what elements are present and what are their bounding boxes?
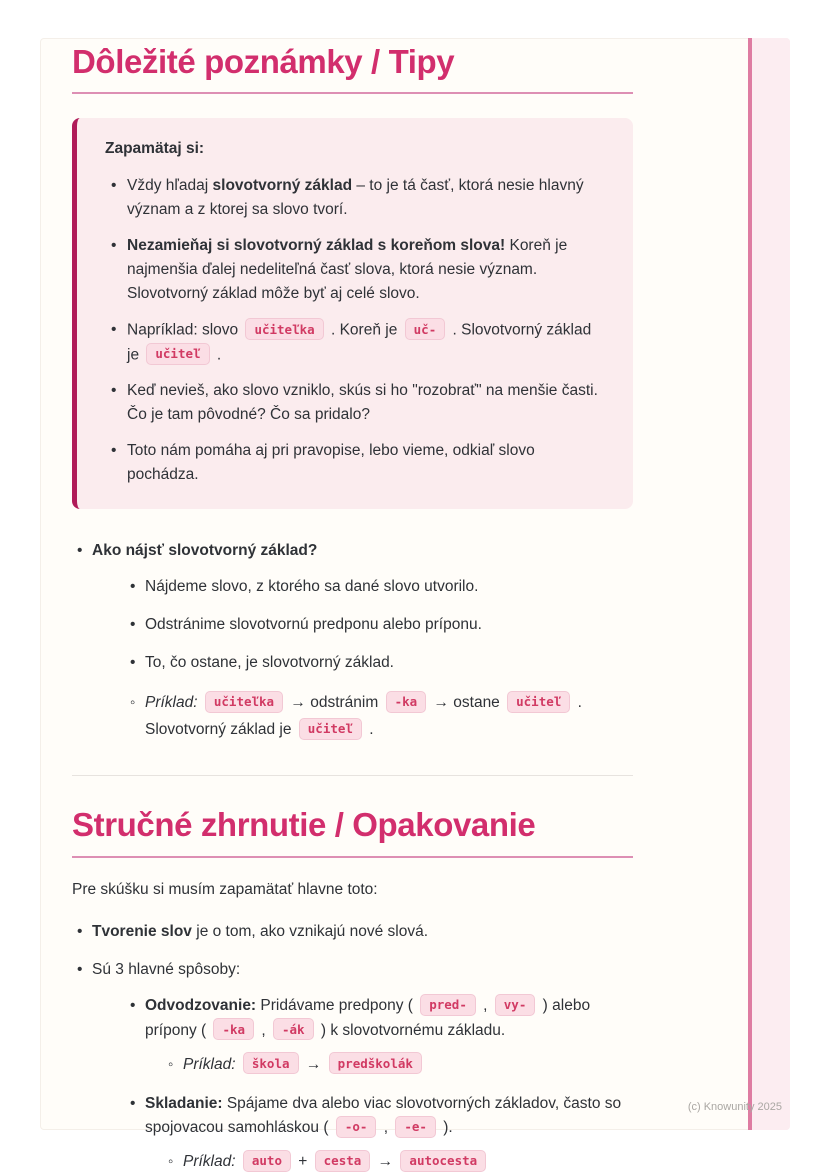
code-chip: -ák [273, 1018, 314, 1040]
code-chip: učiteľka [205, 691, 283, 713]
odvodzovanie-example-list [163, 1051, 633, 1078]
odvodzovanie-example: ◦ Príklad: škola → predškolák [163, 1051, 633, 1078]
code-chip: autocesta [400, 1150, 486, 1172]
code-chip: učiteľ [299, 718, 362, 740]
code-chip: -ka [213, 1018, 254, 1040]
bold-text: Tvorenie slov [92, 923, 192, 940]
code-chip: škola [243, 1052, 299, 1074]
code-chip: cesta [315, 1150, 371, 1172]
howto-heading [92, 542, 317, 559]
callout-list-item: • Vždy hľadaj slovotvorný základ – to je tá časť, ktorá nesie hlavný význam a z ktorej sa slovo tvorí. [105, 174, 607, 222]
page-content [72, 39, 633, 1175]
bold-text: Odvodzovanie: [145, 997, 256, 1014]
sposob-odvodzovanie [125, 994, 633, 1078]
page-edge-ribbon [748, 38, 790, 1130]
code-chip: učiteľka [245, 318, 323, 340]
callout-list-item: • Keď nevieš, ako slovo vzniklo, skús si ho "rozobrať" na menšie časti. Čo je tam pôvodné? Čo sa pridalo? [105, 379, 607, 427]
code-chip: uč- [405, 318, 446, 340]
sposoby-list [125, 994, 633, 1175]
sposob-skladanie [125, 1092, 633, 1175]
bold-text: slovotvorný základ [213, 177, 353, 194]
bold-text: Nezamieňaj si slovotvorný základ s koreňom slova! [127, 237, 505, 254]
skladanie-text: Skladanie: Spájame dva alebo viac slovotvorných základov, často so spojovacou samohláskou ( -o- , -e- ). [145, 1095, 621, 1137]
skladanie-example: ◦ Príklad: auto + cesta → autocesta [163, 1148, 633, 1175]
code-chip: učiteľ [507, 691, 570, 713]
section-divider [72, 775, 633, 776]
sposoby-label: Sú 3 hlavné spôsoby: [92, 961, 240, 978]
summary-intro: Pre skúšku si musím zapamätať hlavne toto: [72, 878, 633, 902]
code-chip: učiteľ [146, 343, 209, 365]
howto-heading-item [72, 539, 633, 743]
bold-text: Skladanie: [145, 1095, 223, 1112]
code-chip: predškolák [329, 1052, 422, 1074]
code-chip: -o- [336, 1116, 377, 1138]
code-chip: -ka [386, 691, 427, 713]
copyright-notice: (c) Knowunity 2025 [688, 1101, 782, 1113]
howto-step: • To, čo ostane, je slovotvorný základ. [125, 651, 633, 675]
summary-item-sposoby [72, 958, 633, 1175]
summary-list [72, 920, 633, 1175]
code-chip: auto [243, 1150, 291, 1172]
italic-text: Príklad: [183, 1056, 236, 1073]
italic-text: Príklad: [145, 694, 198, 711]
howto-step: • Odstránime slovotvornú predponu alebo príponu. [125, 613, 633, 637]
howto-steps [125, 575, 633, 743]
bold-text: Ako nájsť slovotvorný základ? [92, 542, 317, 559]
code-chip: -e- [395, 1116, 436, 1138]
howto-step: • Nájdeme slovo, z ktorého sa dané slovo utvorilo. [125, 575, 633, 599]
callout-list-item: • Napríklad: slovo učiteľka . Koreň je uč- . Slovotvorný základ je učiteľ . [105, 318, 607, 367]
howto-example: ◦ Príklad: učiteľka → odstránim -ka → ostane učiteľ . Slovotvorný základ je učiteľ . [125, 689, 633, 743]
howto-list [72, 539, 633, 743]
callout-list-item: • Nezamieňaj si slovotvorný základ s koreňom slova! Koreň je najmenšia ďalej nedeliteľná časť slova, ktorá nesie význam. Slovotvorný základ môže byť aj celé slovo. [105, 234, 607, 306]
callout-list-item: • Toto nám pomáha aj pri pravopise, lebo vieme, odkiaľ slovo pochádza. [105, 439, 607, 487]
callout-list [105, 174, 607, 487]
callout-remember-box [72, 118, 633, 509]
odvodzovanie-text: Odvodzovanie: Pridávame predpony ( pred- , vy- ) alebo prípony ( -ka , -ák ) k slovotvornému základu. [145, 997, 590, 1039]
summary-item-tvorenie: • Tvorenie slov je o tom, ako vznikajú nové slová. [72, 920, 633, 944]
code-chip: pred- [420, 994, 476, 1016]
section-title-summary: Stručné zhrnutie / Opakovanie [72, 804, 633, 857]
section-title-notes: Dôležité poznámky / Tipy [72, 39, 633, 94]
code-chip: vy- [495, 994, 536, 1016]
italic-text: Príklad: [183, 1153, 236, 1170]
callout-heading: Zapamätaj si: [105, 137, 607, 161]
document-page [40, 38, 790, 1130]
